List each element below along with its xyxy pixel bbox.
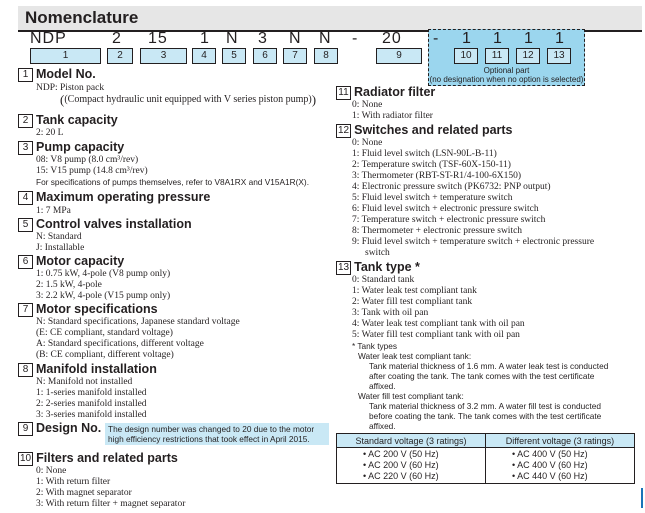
code-box: 5: [222, 48, 246, 64]
code-part: -: [433, 30, 440, 47]
voltage-item: • AC 400 V (50 Hz): [512, 449, 588, 459]
list-item: 8: Thermometer + electronic pressure switch: [352, 226, 523, 236]
list-item: 4: Electronic pressure switch (PK6732: PNP output): [352, 182, 551, 192]
list-item: 3: Thermometer (RBT-ST-R1/4-100-6X150): [352, 171, 522, 181]
pump-note: For specifications of pumps themselves, refer to V8A1RX and V15A1R(X).: [36, 177, 309, 187]
list-item: 1: Water leak test compliant tank: [352, 286, 477, 296]
list-item: 0: None: [352, 100, 383, 110]
code-part: N: [319, 30, 332, 47]
list-item: 3: 3-series manifold installed: [36, 410, 147, 420]
list-item: 2: 20 L: [36, 128, 64, 138]
list-item: 1: Fluid level switch (LSN-90L-B-11): [352, 149, 497, 159]
fill-test-line: affixed.: [369, 421, 396, 431]
section-title: Motor specifications: [36, 302, 158, 316]
code-part: 20: [382, 30, 402, 47]
list-item: J: Installable: [36, 243, 85, 253]
section-filters: [18, 451, 178, 466]
code-part: 15: [148, 30, 168, 47]
list-item: NDP: Piston pack: [36, 83, 105, 93]
section-switches: [336, 123, 513, 138]
code-box: 2: [107, 48, 133, 64]
code-box: 10: [454, 48, 478, 64]
table-row: [337, 448, 635, 484]
list-item: 2: Temperature switch (TSF-60X-150-11): [352, 160, 511, 170]
voltage-item: • AC 200 V (50 Hz): [363, 449, 439, 459]
section-motor-specifications: [18, 302, 158, 317]
list-item: (E: CE compliant, standard voltage): [36, 328, 173, 338]
design-no-note: [105, 423, 329, 445]
code-part: NDP: [30, 30, 67, 47]
list-item: 0: Standard tank: [352, 275, 415, 285]
section-number: 3: [18, 141, 33, 155]
model-code: [0, 30, 645, 48]
section-number: 5: [18, 218, 33, 232]
section-number: 6: [18, 255, 33, 269]
section-title: Tank type *: [354, 260, 420, 274]
code-box: 13: [547, 48, 571, 64]
list-item: A: Standard specifications, different voltage: [36, 339, 204, 349]
voltage-item: • AC 440 V (60 Hz): [512, 471, 588, 481]
voltage-item: • AC 400 V (60 Hz): [512, 460, 588, 470]
section-number: 9: [18, 422, 33, 436]
section-radiator-filter: [336, 85, 435, 100]
section-title: Model No.: [36, 67, 96, 81]
code-box: 1: [30, 48, 101, 64]
section-title: Control valves installation: [36, 217, 192, 231]
list-item: 5: Water fill test compliant tank with oil pan: [352, 330, 520, 340]
list-item: N: Manifold not installed: [36, 377, 133, 387]
list-item: N: Standard specifications, Japanese standard voltage: [36, 317, 240, 327]
tank-types-note: * Tank types: [352, 341, 398, 351]
code-box: 3: [140, 48, 187, 64]
section-title: Maximum operating pressure: [36, 190, 211, 204]
voltage-item: • AC 200 V (60 Hz): [363, 460, 439, 470]
voltage-item: • AC 220 V (60 Hz): [363, 471, 439, 481]
list-item: 0: None: [36, 466, 67, 476]
section-design-no: [18, 421, 101, 436]
table-header-row: [337, 434, 635, 448]
list-item: 7: Temperature switch + electronic pressure switch: [352, 215, 546, 225]
list-item: 2: 1.5 kW, 4-pole: [36, 280, 102, 290]
table-cell: [337, 448, 486, 484]
code-box: 7: [283, 48, 307, 64]
code-box: 11: [485, 48, 509, 64]
leak-test-line: after coating the tank. The tank comes with the test certificate: [369, 371, 595, 381]
section-title: Switches and related parts: [354, 123, 513, 137]
section-manifold-installation: [18, 362, 157, 377]
fill-test-heading: Water fill test compliant tank:: [358, 391, 464, 401]
list-item: 1: With return filter: [36, 477, 111, 487]
section-model-no: [18, 67, 96, 82]
section-tank-capacity: [18, 113, 118, 128]
code-part: 1: [462, 30, 472, 47]
design-note-line: The design number was changed to 20 due to the motor: [108, 424, 315, 434]
code-part: 3: [258, 30, 268, 47]
list-item: 5: Fluid level switch + temperature switch: [352, 193, 513, 203]
list-item: 1: With radiator filter: [352, 111, 433, 121]
section-title: Design No.: [36, 421, 102, 435]
leak-test-heading: Water leak test compliant tank:: [358, 351, 472, 361]
code-box: 6: [253, 48, 277, 64]
section-title: Manifold installation: [36, 362, 157, 376]
list-item: 0: None: [352, 138, 383, 148]
model-description: ((Compact hydraulic unit equipped with V series piston pump)): [60, 92, 317, 107]
list-item: 1: 7 MPa: [36, 206, 71, 216]
section-number: 7: [18, 303, 33, 317]
code-box: 4: [192, 48, 216, 64]
model-description-text: (Compact hydraulic unit equipped with V series piston pump): [64, 94, 312, 105]
list-item: 1: 0.75 kW, 4-pole (V8 pump only): [36, 269, 171, 279]
list-item: 3: With return filter + magnet separator: [36, 499, 186, 509]
list-item: 6: Fluid level switch + electronic pressure switch: [352, 204, 539, 214]
list-item: 1: 1-series manifold installed: [36, 388, 147, 398]
list-item: 2: With magnet separator: [36, 488, 132, 498]
section-title: Motor capacity: [36, 254, 125, 268]
section-motor-capacity: [18, 254, 124, 269]
list-item: 3: Tank with oil pan: [352, 308, 429, 318]
page-title: Nomenclature: [25, 8, 139, 27]
section-number: 1: [18, 68, 33, 82]
section-number: 13: [338, 262, 350, 273]
list-item: 15: V15 pump (14.8 cm³/rev): [36, 166, 148, 176]
voltage-table: [336, 433, 635, 484]
code-part: N: [289, 30, 302, 47]
list-item: 3: 2.2 kW, 4-pole (V15 pump only): [36, 291, 171, 301]
list-item: switch: [365, 248, 390, 258]
section-max-pressure: [18, 190, 210, 205]
section-number: 2: [18, 114, 33, 128]
page-edge-marker: [641, 488, 643, 508]
section-number: 8: [18, 363, 33, 377]
list-item: 2: Water fill test compliant tank: [352, 297, 473, 307]
code-part: 1: [200, 30, 210, 47]
list-item: (B: CE compliant, different voltage): [36, 350, 174, 360]
list-item: 4: Water leak test compliant tank with oil pan: [352, 319, 525, 329]
section-number: 4: [18, 191, 33, 205]
section-number: 10: [20, 453, 32, 464]
section-number: 12: [338, 125, 350, 136]
code-part: N: [226, 30, 239, 47]
section-title: Radiator filter: [354, 85, 436, 99]
code-box: 9: [376, 48, 422, 64]
section-title: Filters and related parts: [36, 451, 178, 465]
design-note-line: high efficiency restrictions that took effect in April 2015.: [108, 434, 310, 444]
leak-test-line: affixed.: [369, 381, 396, 391]
code-part: 1: [524, 30, 534, 47]
list-item: 08: V8 pump (8.0 cm³/rev): [36, 155, 139, 165]
list-item: 9: Fluid level switch + temperature switch + electronic pressure: [352, 237, 595, 247]
code-part: 2: [112, 30, 122, 47]
code-box: 12: [516, 48, 540, 64]
optional-sub: (no designation when no option is selected): [429, 75, 584, 84]
code-box: 8: [314, 48, 338, 64]
section-number: 11: [336, 86, 351, 100]
list-item: N: Standard: [36, 232, 82, 242]
table-header: Different voltage (3 ratings): [486, 434, 635, 448]
code-part: -: [352, 30, 359, 47]
section-tank-type: [336, 260, 420, 275]
optional-title: Optional part: [483, 66, 530, 75]
code-part: 1: [555, 30, 565, 47]
table-header: Standard voltage (3 ratings): [337, 434, 486, 448]
section-pump-capacity: [18, 140, 124, 155]
section-title: Tank capacity: [36, 113, 118, 127]
leak-test-line: Tank material thickness of 1.6 mm. A water leak test is conducted: [369, 361, 609, 371]
fill-test-line: before coating the tank. The tank comes with the test certificate: [369, 411, 602, 421]
table-cell: [486, 448, 635, 484]
fill-test-line: Tank material thickness of 3.2 mm. A water fill test is conducted: [369, 401, 601, 411]
section-control-valves: [18, 217, 192, 232]
section-title: Pump capacity: [36, 140, 125, 154]
list-item: 2: 2-series manifold installed: [36, 399, 147, 409]
code-part: 1: [493, 30, 503, 47]
